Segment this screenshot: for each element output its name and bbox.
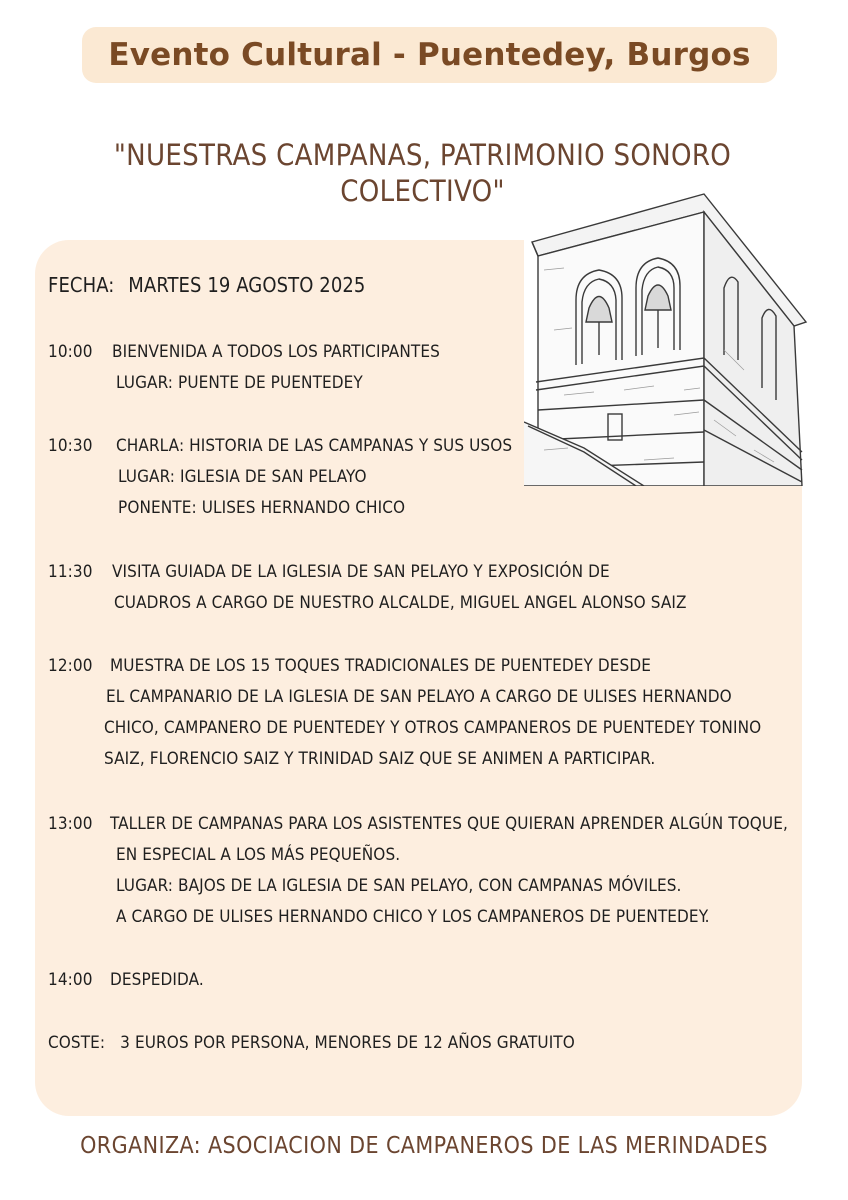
program-text: CUADROS A CARGO DE NUESTRO ALCALDE, MIGUEL ANGEL ALONSO SAIZ [114, 593, 687, 613]
program-text: CHARLA: HISTORIA DE LAS CAMPANAS Y SUS USOS [116, 436, 513, 456]
program-time-1030: 10:30 [48, 436, 93, 456]
event-title: "NUESTRAS CAMPANAS, PATRIMONIO SONORO COLECTIVO" [113, 138, 732, 208]
program-text: SAIZ, FLORENCIO SAIZ Y TRINIDAD SAIZ QUE SE ANIMEN A PARTICIPAR. [104, 749, 656, 769]
program-text: PONENTE: ULISES HERNANDO CHICO [118, 498, 406, 518]
organizer-footer: ORGANIZA: ASOCIACION DE CAMPANEROS DE LAS MERINDADES [80, 1133, 768, 1159]
program-time-1300: 13:00 [48, 814, 93, 834]
program-text: EL CAMPANARIO DE LA IGLESIA DE SAN PELAYO A CARGO DE ULISES HERNANDO [106, 687, 732, 707]
page-title: Evento Cultural - Puentedey, Burgos [108, 37, 751, 73]
program-text: BIENVENIDA A TODOS LOS PARTICIPANTES [112, 342, 440, 362]
program-time-1200: 12:00 [48, 656, 93, 676]
program-text: CHICO, CAMPANERO DE PUENTEDEY Y OTROS CAMPANEROS DE PUENTEDEY TONINO [104, 718, 762, 738]
bell-tower-illustration [524, 190, 809, 486]
program-text: TALLER DE CAMPANAS PARA LOS ASISTENTES QUE QUIERAN APRENDER ALGÚN TOQUE, [110, 814, 788, 834]
fecha-line [48, 273, 365, 297]
program-text: LUGAR: BAJOS DE LA IGLESIA DE SAN PELAYO, CON CAMPANAS MÓVILES. [116, 876, 682, 896]
header-banner [82, 27, 777, 83]
coste-value: 3 EUROS POR PERSONA, MENORES DE 12 AÑOS GRATUITO [120, 1033, 575, 1053]
program-text: LUGAR: PUENTE DE PUENTEDEY [116, 373, 363, 393]
program-time-1000: 10:00 [48, 342, 93, 362]
coste-line [48, 1033, 575, 1053]
program-text: A CARGO DE ULISES HERNANDO CHICO Y LOS CAMPANEROS DE PUENTEDEY. [116, 907, 710, 927]
program-text: LUGAR: IGLESIA DE SAN PELAYO [118, 467, 367, 487]
program-time-1400: 14:00 [48, 970, 93, 990]
fecha-label: FECHA: [48, 273, 115, 297]
program-text: VISITA GUIADA DE LA IGLESIA DE SAN PELAYO Y EXPOSICIÓN DE [112, 562, 610, 582]
fecha-value: MARTES 19 AGOSTO 2025 [128, 273, 366, 297]
program-time-1130: 11:30 [48, 562, 93, 582]
program-text: MUESTRA DE LOS 15 TOQUES TRADICIONALES DE PUENTEDEY DESDE [110, 656, 651, 676]
program-text: EN ESPECIAL A LOS MÁS PEQUEÑOS. [116, 845, 401, 865]
coste-label: COSTE: [48, 1033, 106, 1053]
program-text: DESPEDIDA. [110, 970, 204, 990]
